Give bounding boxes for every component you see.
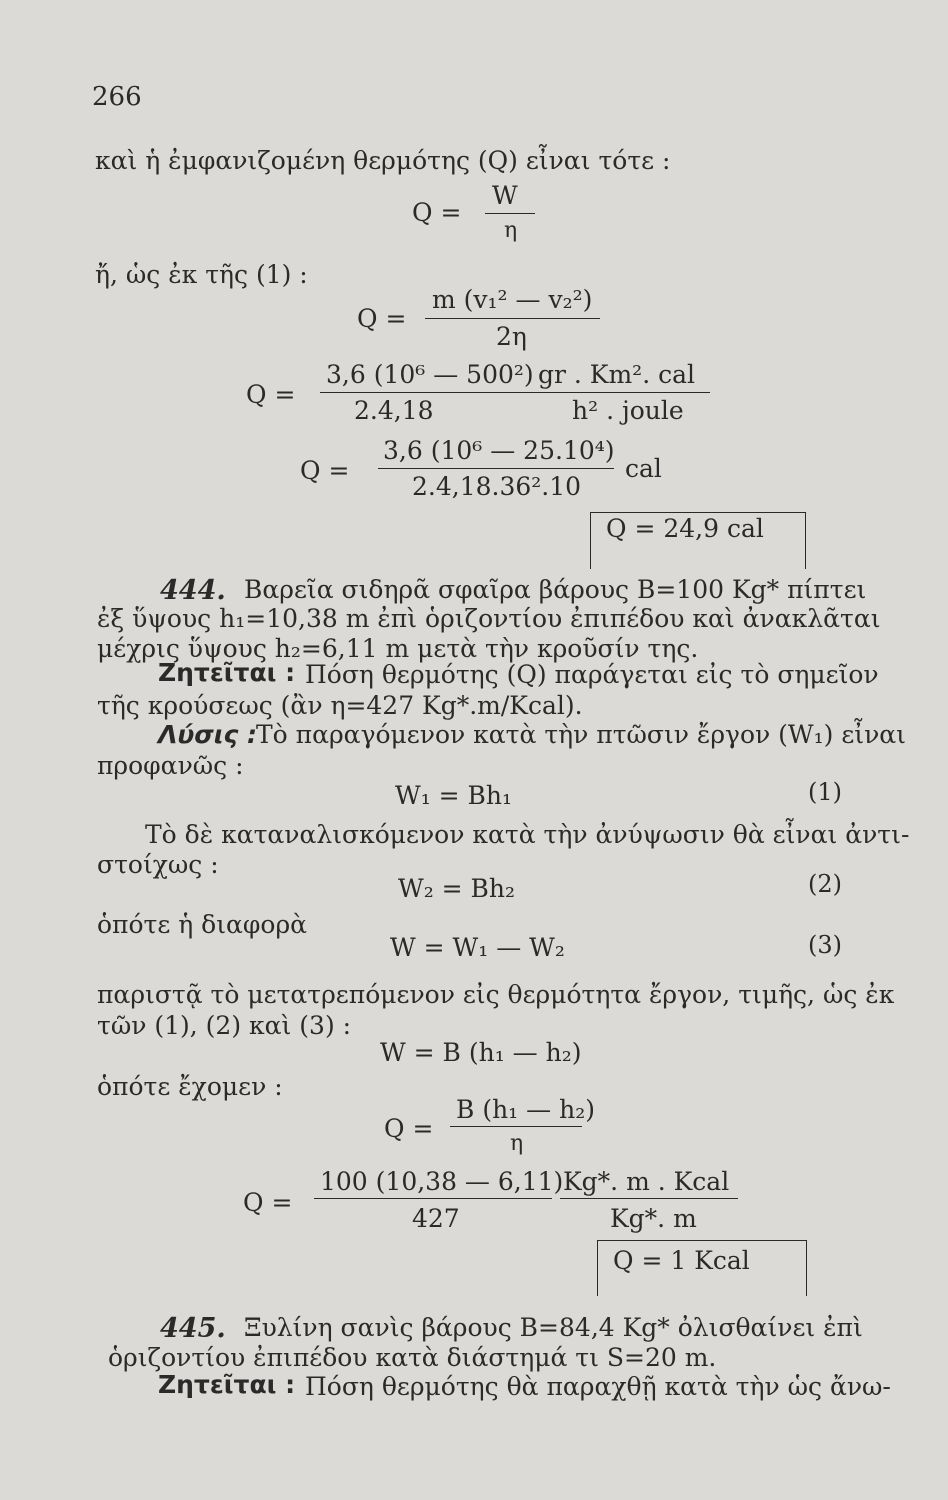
f1-denominator: η bbox=[504, 218, 518, 243]
f6-unit-bar bbox=[560, 1198, 738, 1199]
f4-lhs: Q = bbox=[300, 456, 350, 485]
page-number: 266 bbox=[92, 82, 142, 112]
f5-denominator: η bbox=[510, 1131, 524, 1156]
result1: Q = 24,9 cal bbox=[606, 514, 764, 543]
p444-zhteitai-text: Πόση θερμότης (Q) παράγεται εἰς τὸ σημεῖον bbox=[305, 660, 879, 689]
intro-line: καὶ ἡ ἐμφανιζομένη θερμότης (Q) εἶναι τότε : bbox=[95, 146, 671, 175]
p444-text4-line2: τῶν (1), (2) καὶ (3) : bbox=[97, 1011, 352, 1040]
p445-zhteitai-label: Ζητεῖται : bbox=[158, 1370, 296, 1399]
f6-unit-denominator: Kg*. m bbox=[610, 1204, 697, 1233]
f3-unit-numerator: gr . Km². cal bbox=[538, 360, 695, 389]
f6-denominator: 427 bbox=[412, 1204, 460, 1233]
p444-text2-line2: στοίχως : bbox=[97, 850, 219, 879]
p444-eq4: W = B (h₁ — h₂) bbox=[380, 1038, 582, 1067]
f3-denominator: 2.4,18 bbox=[354, 396, 434, 425]
p444-eq3-number: (3) bbox=[808, 931, 842, 959]
p445-line1: Ξυλίνη σανὶς βάρους B=84,4 Kg* ὀλισθαίνει ἐπὶ bbox=[244, 1313, 863, 1342]
p444-lysis-line2: προφανῶς : bbox=[97, 751, 244, 780]
f4-fraction-bar bbox=[378, 468, 614, 469]
f2-numerator: m (v₁² — v₂²) bbox=[432, 285, 593, 314]
p444-eq3: W = W₁ — W₂ bbox=[390, 933, 565, 962]
f2-denominator: 2η bbox=[496, 322, 527, 351]
p444-text4: παριστᾷ τὸ μετατρεπόμενον εἰς θερμότητα ἔργον, τιμῆς, ὡς ἐκ bbox=[97, 980, 895, 1009]
f4-denominator: 2.4,18.36².10 bbox=[412, 472, 582, 501]
f3-lhs: Q = bbox=[246, 380, 296, 409]
p445-zhteitai-text: Πόση θερμότης θὰ παραχθῇ κατὰ τὴν ὡς ἄνω- bbox=[305, 1372, 891, 1401]
p444-eq1: W₁ = Bh₁ bbox=[395, 781, 513, 810]
p444-line2: ἐξ ὕψους h₁=10,38 m ἐπὶ ὁριζοντίου ἐπιπέδου καὶ ἀνακλᾶται bbox=[97, 604, 881, 633]
f6-fraction-bar bbox=[314, 1198, 552, 1199]
f6-numerator: 100 (10,38 — 6,11) bbox=[320, 1167, 564, 1196]
f1-numerator: W bbox=[492, 181, 518, 210]
f6-unit-numerator: Kg*. m . Kcal bbox=[563, 1167, 730, 1196]
f5-lhs: Q = bbox=[384, 1114, 434, 1143]
p444-text2: Τὸ δὲ καταναλισκόμενον κατὰ τὴν ἀνύψωσιν θὰ εἶναι ἀντι- bbox=[145, 820, 910, 849]
p444-zhteitai-label: Ζητεῖται : bbox=[158, 658, 296, 687]
f2-lhs: Q = bbox=[357, 304, 407, 333]
f4-numerator: 3,6 (10⁶ — 25.10⁴) bbox=[383, 436, 615, 465]
p444-eq2-number: (2) bbox=[808, 870, 842, 898]
p444-line1: Βαρεῖα σιδηρᾶ σφαῖρα βάρους B=100 Kg* πίπτει bbox=[244, 575, 867, 604]
f5-fraction-bar bbox=[450, 1126, 582, 1127]
f4-unit: cal bbox=[625, 454, 662, 483]
f6-lhs: Q = bbox=[243, 1188, 293, 1217]
p445-line2: ὁριζοντίου ἐπιπέδου κατὰ διάστημά τι S=20 m. bbox=[108, 1343, 717, 1372]
f1-fraction-bar bbox=[485, 213, 535, 214]
p444-eq2: W₂ = Bh₂ bbox=[398, 874, 516, 903]
p444-text3: ὁπότε ἡ διαφορὰ bbox=[97, 910, 308, 939]
p444-lysis-text: Τὸ παραγόμενον κατὰ τὴν πτῶσιν ἔργον (W₁) εἶναι bbox=[256, 720, 906, 749]
f3-unit-bar bbox=[538, 392, 710, 393]
f3-numerator: 3,6 (10⁶ — 500²) bbox=[326, 360, 534, 389]
p444-zhteitai-line2: τῆς κρούσεως (ἂν η=427 Kg*.m/Kcal). bbox=[97, 691, 583, 720]
p444-eq1-number: (1) bbox=[808, 778, 842, 806]
p444-lysis-label: Λύσις : bbox=[158, 720, 257, 749]
p444-text5: ὁπότε ἔχομεν : bbox=[97, 1072, 283, 1101]
f3-unit-denominator: h² . joule bbox=[572, 396, 684, 425]
p444-number: 444. bbox=[160, 575, 226, 606]
from-eq1-text: ἤ, ὡς ἐκ τῆς (1) : bbox=[95, 260, 308, 289]
f2-fraction-bar bbox=[425, 318, 600, 319]
f5-numerator: B (h₁ — h₂) bbox=[456, 1095, 595, 1124]
p444-line3: μέχρις ὕψους h₂=6,11 m μετὰ τὴν κροῦσίν της. bbox=[97, 634, 699, 663]
f1-lhs: Q = bbox=[412, 198, 462, 227]
f3-fraction-bar bbox=[320, 392, 538, 393]
p445-number: 445. bbox=[160, 1313, 226, 1344]
result2: Q = 1 Kcal bbox=[613, 1246, 750, 1275]
